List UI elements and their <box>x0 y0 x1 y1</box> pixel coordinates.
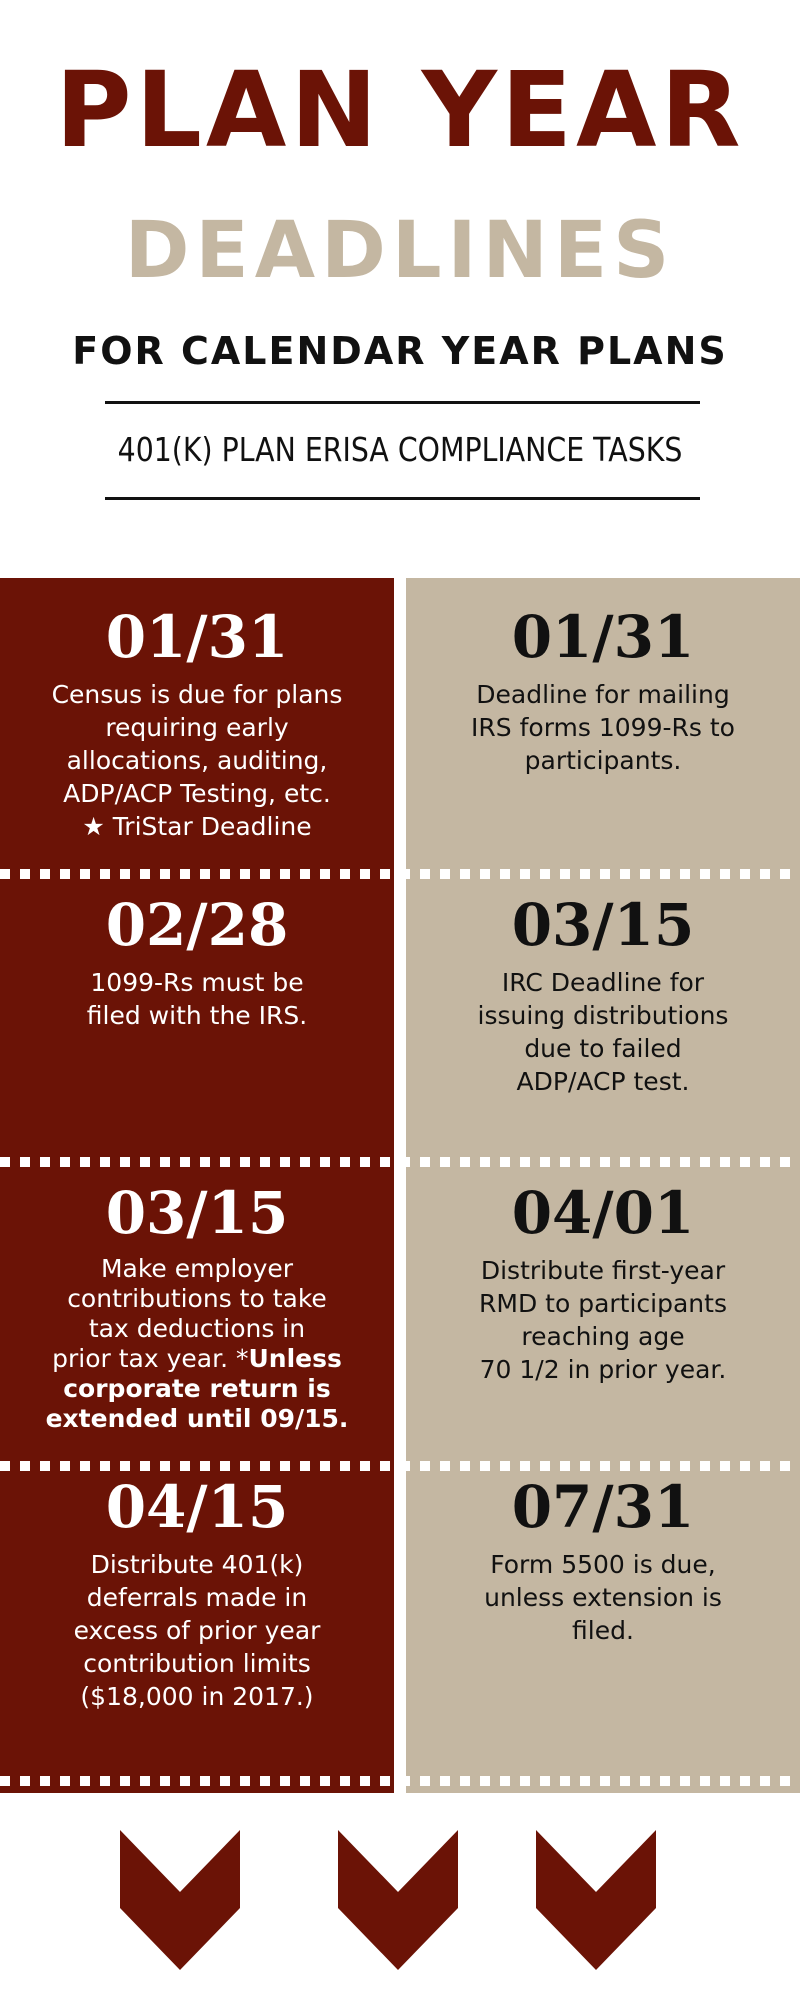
desc-line: 1099-Rs must be <box>90 968 304 997</box>
page-title-deadlines: DEADLINES <box>124 206 676 296</box>
desc-line: Form 5500 is due, <box>490 1550 716 1579</box>
deadline-description <box>406 966 800 1098</box>
desc-line: contributions to take <box>67 1284 327 1313</box>
desc-line: excess of prior year <box>73 1616 321 1645</box>
desc-line: IRS forms 1099-Rs to <box>471 713 735 742</box>
deadline-description <box>406 678 800 777</box>
deadline-date: 03/15 <box>105 1179 289 1247</box>
page-title: PLAN YEAR <box>55 49 745 171</box>
deadline-description <box>406 1254 800 1386</box>
deadline-date: 04/15 <box>105 1473 289 1541</box>
deadline-column-left <box>0 578 394 1793</box>
chevron-down-icon <box>338 1830 458 1970</box>
deadline-card-jan31-mailing <box>406 603 800 777</box>
desc-line: reaching age <box>521 1322 685 1351</box>
deadline-date: 01/31 <box>511 603 695 671</box>
page-subtitle: FOR CALENDAR YEAR PLANS <box>72 329 728 373</box>
desc-line: allocations, auditing, <box>66 746 328 775</box>
dotted-separator <box>0 1157 800 1167</box>
tristar-note <box>22 810 372 843</box>
chevron-down-icon <box>536 1830 656 1970</box>
deadline-date: 02/28 <box>105 891 289 959</box>
deadline-date: 07/31 <box>511 1473 695 1541</box>
desc-line: 70 1/2 in prior year. <box>479 1355 727 1384</box>
desc-bold: corporate return is <box>63 1374 331 1403</box>
dotted-separator <box>0 1461 800 1471</box>
desc-prefix: prior tax year. * <box>52 1344 249 1373</box>
divider-bottom <box>105 497 700 500</box>
desc-line <box>22 1374 372 1404</box>
star-icon: ★ <box>82 812 105 841</box>
tasks-label: 401(K) PLAN ERISA COMPLIANCE TASKS <box>117 430 683 469</box>
tristar-note-label: TriStar Deadline <box>112 812 312 841</box>
deadline-description <box>0 1548 394 1713</box>
desc-line: Make employer <box>100 1254 294 1283</box>
deadline-card-feb28 <box>0 891 394 1032</box>
desc-line: due to failed <box>524 1034 682 1063</box>
desc-line: Distribute first-year <box>480 1256 726 1285</box>
deadline-card-apr15 <box>0 1473 394 1713</box>
deadline-column-right <box>406 578 800 1793</box>
desc-line: filed with the IRS. <box>86 1001 308 1030</box>
desc-line: deferrals made in <box>86 1583 308 1612</box>
chevron-down-icon <box>120 1830 240 1970</box>
deadline-card-mar15-irc <box>406 891 800 1098</box>
desc-line: RMD to participants <box>479 1289 727 1318</box>
desc-line: unless extension is <box>484 1583 722 1612</box>
dotted-separator <box>0 1776 800 1786</box>
deadline-description <box>406 1548 800 1647</box>
desc-line: IRC Deadline for <box>501 968 705 997</box>
dotted-separator <box>0 869 800 879</box>
desc-line: issuing distributions <box>477 1001 729 1030</box>
desc-line: participants. <box>524 746 682 775</box>
desc-line: ADP/ACP Testing, etc. <box>63 779 331 808</box>
desc-line: tax deductions in <box>88 1314 306 1343</box>
desc-line: Census is due for plans <box>51 680 343 709</box>
deadline-card-apr01 <box>406 1179 800 1386</box>
deadline-date: 04/01 <box>511 1179 695 1247</box>
desc-line: filed. <box>572 1616 634 1645</box>
desc-line: Deadline for mailing <box>476 680 730 709</box>
deadline-date: 03/15 <box>511 891 695 959</box>
deadline-date: 01/31 <box>105 603 289 671</box>
deadline-description <box>0 678 394 843</box>
desc-line <box>22 1404 372 1434</box>
deadline-card-jul31 <box>406 1473 800 1647</box>
deadline-card-jan31-census <box>0 603 394 843</box>
deadline-card-mar15-employer <box>0 1179 394 1434</box>
deadline-description <box>0 1254 394 1434</box>
desc-bold: extended until 09/15. <box>45 1404 349 1433</box>
desc-line: ADP/ACP test. <box>516 1067 690 1096</box>
desc-bold: Unless <box>248 1344 342 1373</box>
desc-line: contribution limits <box>83 1649 311 1678</box>
divider-top <box>105 401 700 404</box>
desc-line <box>22 1344 372 1374</box>
desc-line: requiring early <box>105 713 289 742</box>
desc-line: Distribute 401(k) <box>90 1550 304 1579</box>
deadline-description <box>0 966 394 1032</box>
desc-line: ($18,000 in 2017.) <box>80 1682 314 1711</box>
